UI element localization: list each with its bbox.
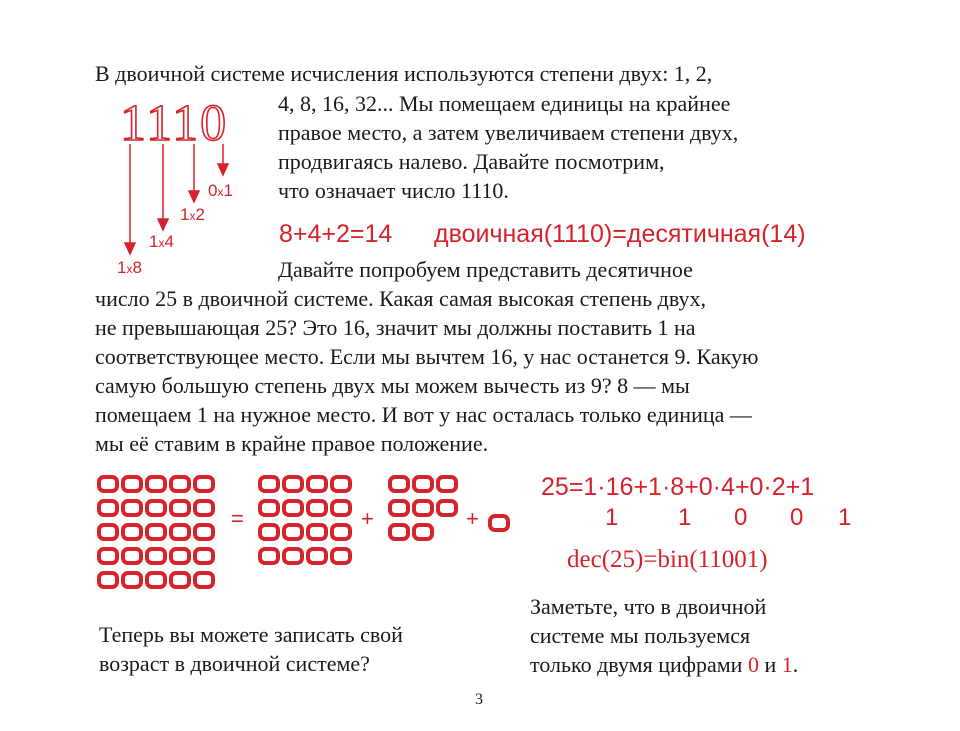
ring-16 — [330, 499, 352, 517]
ring-16 — [282, 499, 304, 517]
para2-line-6: помещаем 1 на нужное место. И вот у нас осталась только единица — — [95, 402, 752, 427]
ring-25 — [145, 499, 167, 517]
digit-zero: 0 — [747, 652, 759, 677]
ring-16 — [258, 499, 280, 517]
ring-16 — [306, 547, 328, 565]
sum-equation: 8+4+2=14 — [279, 220, 393, 248]
ring-16 — [282, 547, 304, 565]
bit-5: 1 — [838, 504, 852, 531]
decomposition-formula: 25=1·16+1·8+0·4+0·2+1 — [541, 473, 815, 501]
ring-25 — [121, 499, 143, 517]
question-line-2: возраст в двоичной системе? — [99, 651, 370, 676]
ring-1 — [488, 514, 510, 532]
bit-4: 0 — [790, 504, 804, 531]
arrow-2-head — [189, 191, 199, 202]
intro-line-1: В двоичной системе исчисления используются степени двух: 1, 2, — [95, 61, 713, 86]
arrow-4-head — [158, 219, 168, 230]
ring-8 — [388, 523, 410, 541]
note-line-1: Заметьте, что в двоичной — [530, 594, 767, 619]
ring-25 — [145, 475, 167, 493]
para2-line-4: соответствующее место. Если мы вычтем 16, у нас останется 9. Какую — [95, 344, 759, 369]
equals-sign: = — [231, 506, 244, 531]
ring-25 — [169, 475, 191, 493]
note-line-2: системе мы пользуемся — [530, 623, 751, 648]
ring-25 — [193, 547, 215, 565]
label-1x2: 1x2 — [180, 205, 205, 224]
bit-1: 1 — [605, 504, 619, 531]
ring-25 — [121, 571, 143, 589]
arrow-8-head — [125, 243, 135, 254]
ring-25 — [193, 499, 215, 517]
conversion-equation: двоичная(1110)=десятичная(14) — [434, 220, 806, 248]
ring-8 — [412, 475, 434, 493]
para2-line-7: мы её ставим в крайне правое положение. — [95, 431, 489, 456]
intro-line-5: что означает число 1110. — [278, 178, 509, 203]
ring-25 — [193, 523, 215, 541]
ring-16 — [306, 523, 328, 541]
digit-one: 1 — [781, 652, 793, 677]
ring-8 — [412, 523, 434, 541]
ring-16 — [258, 475, 280, 493]
ring-25 — [193, 571, 215, 589]
ring-16 — [330, 547, 352, 565]
ring-25 — [169, 571, 191, 589]
note-line-3-text: только двумя цифрами — [530, 652, 748, 677]
intro-line-2: 4, 8, 16, 32... Мы помещаем единицы на крайнее — [278, 91, 731, 116]
para2-line-3: не превышающая 25? Это 16, значит мы должны поставить 1 на — [95, 315, 696, 340]
ring-16 — [330, 523, 352, 541]
para2-line-2: число 25 в двоичной системе. Какая самая высокая степень двух, — [95, 286, 706, 311]
bit-2: 1 — [678, 504, 692, 531]
intro-line-4: продвигаясь налево. Давайте посмотрим, — [278, 149, 665, 174]
ring-25 — [121, 475, 143, 493]
ring-25 — [121, 547, 143, 565]
ring-25 — [145, 571, 167, 589]
ring-25 — [97, 523, 119, 541]
note-conjunction: и — [758, 652, 782, 677]
ring-8 — [436, 475, 458, 493]
label-0x1: 0x1 — [208, 181, 233, 200]
plus-sign-1: + — [361, 506, 374, 531]
ring-25 — [169, 499, 191, 517]
ring-8 — [412, 499, 434, 517]
ring-16 — [330, 475, 352, 493]
label-1x8: 1x8 — [117, 258, 142, 277]
ring-25 — [193, 475, 215, 493]
ring-8 — [388, 475, 410, 493]
ring-16 — [306, 499, 328, 517]
ring-25 — [145, 547, 167, 565]
question-line-1: Теперь вы можете записать свой — [99, 622, 403, 647]
ring-16 — [282, 523, 304, 541]
ring-16 — [258, 523, 280, 541]
para2-line-5: самую большую степень двух мы можем вычесть из 9? 8 — мы — [95, 373, 690, 398]
ring-25 — [169, 547, 191, 565]
note-line-3 — [530, 650, 798, 679]
ring-25 — [97, 571, 119, 589]
binary-number-1110: 1110 — [120, 95, 229, 152]
ring-8 — [388, 499, 410, 517]
para2-line-1: Давайте попробуем представить десятичное — [278, 257, 693, 282]
ring-25 — [97, 499, 119, 517]
arrow-1-head — [218, 164, 228, 175]
ring-25 — [97, 475, 119, 493]
label-1x4: 1x4 — [149, 232, 174, 251]
note-period: . — [792, 652, 799, 677]
bit-3: 0 — [734, 504, 748, 531]
ring-8 — [436, 499, 458, 517]
dec-bin-equation: dec(25)=bin(11001) — [567, 546, 768, 573]
ring-25 — [169, 523, 191, 541]
ring-25 — [121, 523, 143, 541]
ring-25 — [145, 523, 167, 541]
ring-16 — [282, 475, 304, 493]
ring-16 — [258, 547, 280, 565]
ring-16 — [306, 475, 328, 493]
ring-25 — [97, 547, 119, 565]
intro-line-3: правое место, а затем увеличиваем степени двух, — [278, 120, 739, 145]
plus-sign-2: + — [466, 506, 479, 531]
page-number: 3 — [475, 691, 483, 708]
